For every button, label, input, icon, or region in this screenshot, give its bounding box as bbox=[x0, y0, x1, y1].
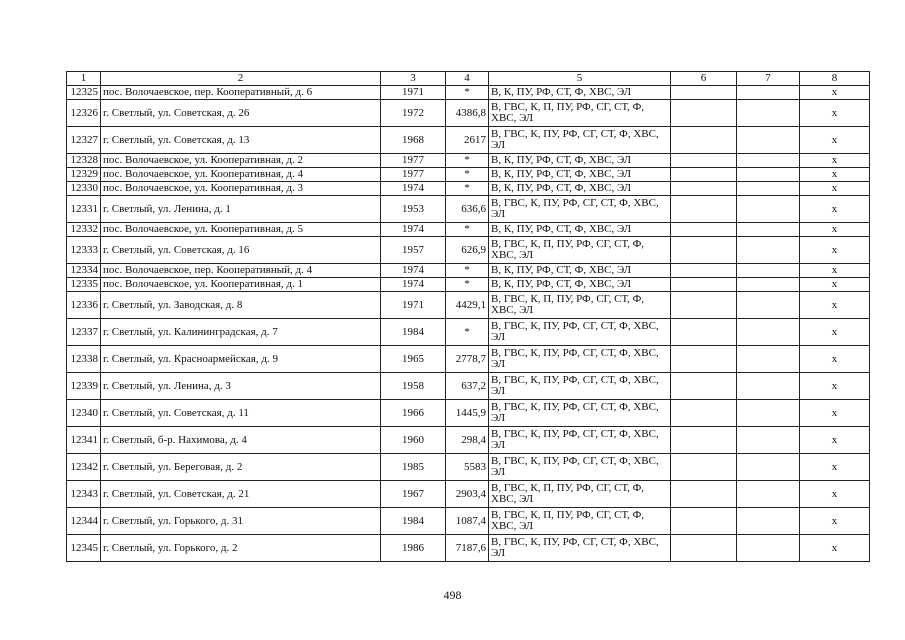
record-number-cell: 12342 bbox=[67, 454, 101, 481]
address-cell: пос. Волочаевское, пер. Кооперативный, д. 6 bbox=[101, 86, 381, 100]
table-row bbox=[67, 278, 870, 292]
column-header: 4 bbox=[446, 72, 489, 86]
table-row bbox=[67, 427, 870, 454]
address-cell: пос. Волочаевское, ул. Кооперативная, д. 5 bbox=[101, 223, 381, 237]
column-number-header-row bbox=[67, 72, 870, 86]
record-number-cell: 12338 bbox=[67, 346, 101, 373]
record-number-cell: 12331 bbox=[67, 196, 101, 223]
column-6-cell bbox=[671, 154, 737, 168]
column-6-cell bbox=[671, 278, 737, 292]
area-cell: 1445,9 bbox=[446, 400, 489, 427]
year-built-cell: 1984 bbox=[381, 319, 446, 346]
year-built-cell: 1957 bbox=[381, 237, 446, 264]
address-cell: г. Светлый, ул. Советская, д. 26 bbox=[101, 100, 381, 127]
column-8-cell: x bbox=[800, 264, 870, 278]
table-row bbox=[67, 86, 870, 100]
column-6-cell bbox=[671, 481, 737, 508]
column-6-cell bbox=[671, 373, 737, 400]
year-built-cell: 1974 bbox=[381, 264, 446, 278]
record-number-cell: 12329 bbox=[67, 168, 101, 182]
column-6-cell bbox=[671, 454, 737, 481]
year-built-cell: 1974 bbox=[381, 278, 446, 292]
column-7-cell bbox=[737, 454, 800, 481]
work-types-cell: В, ГВС, К, ПУ, РФ, СГ, СТ, Ф, ХВС, ЭЛ bbox=[489, 346, 671, 373]
column-6-cell bbox=[671, 127, 737, 154]
table-row bbox=[67, 400, 870, 427]
work-types-cell: В, К, ПУ, РФ, СТ, Ф, ХВС, ЭЛ bbox=[489, 223, 671, 237]
area-cell: 4429,1 bbox=[446, 292, 489, 319]
area-cell: 2778,7 bbox=[446, 346, 489, 373]
year-built-cell: 1986 bbox=[381, 535, 446, 562]
column-6-cell bbox=[671, 86, 737, 100]
column-8-cell: x bbox=[800, 292, 870, 319]
record-number-cell: 12330 bbox=[67, 182, 101, 196]
table-row bbox=[67, 319, 870, 346]
table-row bbox=[67, 292, 870, 319]
column-header: 1 bbox=[67, 72, 101, 86]
area-cell: 298,4 bbox=[446, 427, 489, 454]
column-8-cell: x bbox=[800, 237, 870, 264]
column-8-cell: x bbox=[800, 182, 870, 196]
record-number-cell: 12335 bbox=[67, 278, 101, 292]
year-built-cell: 1966 bbox=[381, 400, 446, 427]
area-cell: * bbox=[446, 264, 489, 278]
column-7-cell bbox=[737, 319, 800, 346]
address-cell: г. Светлый, ул. Ленина, д. 1 bbox=[101, 196, 381, 223]
year-built-cell: 1974 bbox=[381, 182, 446, 196]
column-8-cell: x bbox=[800, 400, 870, 427]
address-cell: г. Светлый, ул. Горького, д. 31 bbox=[101, 508, 381, 535]
work-types-cell: В, ГВС, К, П, ПУ, РФ, СГ, СТ, Ф, ХВС, ЭЛ bbox=[489, 481, 671, 508]
column-8-cell: x bbox=[800, 508, 870, 535]
work-types-cell: В, ГВС, К, ПУ, РФ, СГ, СТ, Ф, ХВС, ЭЛ bbox=[489, 196, 671, 223]
column-6-cell bbox=[671, 237, 737, 264]
year-built-cell: 1968 bbox=[381, 127, 446, 154]
year-built-cell: 1953 bbox=[381, 196, 446, 223]
record-number-cell: 12332 bbox=[67, 223, 101, 237]
work-types-cell: В, ГВС, К, П, ПУ, РФ, СГ, СТ, Ф, ХВС, ЭЛ bbox=[489, 100, 671, 127]
record-number-cell: 12344 bbox=[67, 508, 101, 535]
table-row bbox=[67, 237, 870, 264]
year-built-cell: 1960 bbox=[381, 427, 446, 454]
column-8-cell: x bbox=[800, 196, 870, 223]
table-row bbox=[67, 508, 870, 535]
table-row bbox=[67, 535, 870, 562]
column-8-cell: x bbox=[800, 319, 870, 346]
address-cell: г. Светлый, ул. Советская, д. 11 bbox=[101, 400, 381, 427]
column-6-cell bbox=[671, 196, 737, 223]
year-built-cell: 1972 bbox=[381, 100, 446, 127]
work-types-cell: В, К, ПУ, РФ, СТ, Ф, ХВС, ЭЛ bbox=[489, 264, 671, 278]
area-cell: 2617 bbox=[446, 127, 489, 154]
record-number-cell: 12328 bbox=[67, 154, 101, 168]
column-8-cell: x bbox=[800, 481, 870, 508]
work-types-cell: В, ГВС, К, П, ПУ, РФ, СГ, СТ, Ф, ХВС, ЭЛ bbox=[489, 292, 671, 319]
area-cell: 637,2 bbox=[446, 373, 489, 400]
record-number-cell: 12341 bbox=[67, 427, 101, 454]
table-row bbox=[67, 264, 870, 278]
work-types-cell: В, ГВС, К, ПУ, РФ, СГ, СТ, Ф, ХВС, ЭЛ bbox=[489, 427, 671, 454]
column-7-cell bbox=[737, 100, 800, 127]
column-8-cell: x bbox=[800, 535, 870, 562]
year-built-cell: 1971 bbox=[381, 86, 446, 100]
work-types-cell: В, ГВС, К, ПУ, РФ, СГ, СТ, Ф, ХВС, ЭЛ bbox=[489, 454, 671, 481]
column-7-cell bbox=[737, 278, 800, 292]
address-cell: пос. Волочаевское, ул. Кооперативная, д. 4 bbox=[101, 168, 381, 182]
address-cell: г. Светлый, ул. Горького, д. 2 bbox=[101, 535, 381, 562]
table-row bbox=[67, 168, 870, 182]
area-cell: 626,9 bbox=[446, 237, 489, 264]
address-cell: г. Светлый, ул. Береговая, д. 2 bbox=[101, 454, 381, 481]
column-8-cell: x bbox=[800, 86, 870, 100]
column-header: 3 bbox=[381, 72, 446, 86]
table-row bbox=[67, 100, 870, 127]
year-built-cell: 1984 bbox=[381, 508, 446, 535]
column-7-cell bbox=[737, 237, 800, 264]
column-8-cell: x bbox=[800, 154, 870, 168]
year-built-cell: 1974 bbox=[381, 223, 446, 237]
work-types-cell: В, К, ПУ, РФ, СТ, Ф, ХВС, ЭЛ bbox=[489, 154, 671, 168]
housing-register-table bbox=[66, 71, 870, 562]
column-7-cell bbox=[737, 264, 800, 278]
record-number-cell: 12326 bbox=[67, 100, 101, 127]
column-7-cell bbox=[737, 346, 800, 373]
address-cell: г. Светлый, ул. Советская, д. 21 bbox=[101, 481, 381, 508]
address-cell: г. Светлый, ул. Советская, д. 16 bbox=[101, 237, 381, 264]
year-built-cell: 1958 bbox=[381, 373, 446, 400]
column-header: 6 bbox=[671, 72, 737, 86]
address-cell: пос. Волочаевское, ул. Кооперативная, д. 1 bbox=[101, 278, 381, 292]
area-cell: * bbox=[446, 154, 489, 168]
address-cell: пос. Волочаевское, пер. Кооперативный, д. 4 bbox=[101, 264, 381, 278]
column-7-cell bbox=[737, 508, 800, 535]
column-7-cell bbox=[737, 400, 800, 427]
column-6-cell bbox=[671, 535, 737, 562]
column-8-cell: x bbox=[800, 278, 870, 292]
column-7-cell bbox=[737, 154, 800, 168]
table-row bbox=[67, 373, 870, 400]
column-8-cell: x bbox=[800, 454, 870, 481]
column-header: 7 bbox=[737, 72, 800, 86]
page-number: 498 bbox=[443, 588, 462, 602]
work-types-cell: В, К, ПУ, РФ, СТ, Ф, ХВС, ЭЛ bbox=[489, 278, 671, 292]
year-built-cell: 1965 bbox=[381, 346, 446, 373]
column-7-cell bbox=[737, 86, 800, 100]
column-6-cell bbox=[671, 168, 737, 182]
column-7-cell bbox=[737, 373, 800, 400]
column-6-cell bbox=[671, 182, 737, 196]
area-cell: * bbox=[446, 223, 489, 237]
column-7-cell bbox=[737, 427, 800, 454]
area-cell: 2903,4 bbox=[446, 481, 489, 508]
address-cell: пос. Волочаевское, ул. Кооперативная, д. 2 bbox=[101, 154, 381, 168]
table-row bbox=[67, 481, 870, 508]
address-cell: г. Светлый, ул. Красноармейская, д. 9 bbox=[101, 346, 381, 373]
work-types-cell: В, ГВС, К, ПУ, РФ, СГ, СТ, Ф, ХВС, ЭЛ bbox=[489, 535, 671, 562]
column-8-cell: x bbox=[800, 427, 870, 454]
address-cell: г. Светлый, ул. Заводская, д. 8 bbox=[101, 292, 381, 319]
area-cell: 636,6 bbox=[446, 196, 489, 223]
table-row bbox=[67, 127, 870, 154]
record-number-cell: 12337 bbox=[67, 319, 101, 346]
table-row bbox=[67, 196, 870, 223]
column-7-cell bbox=[737, 223, 800, 237]
year-built-cell: 1977 bbox=[381, 168, 446, 182]
work-types-cell: В, К, ПУ, РФ, СТ, Ф, ХВС, ЭЛ bbox=[489, 182, 671, 196]
area-cell: 4386,8 bbox=[446, 100, 489, 127]
area-cell: * bbox=[446, 278, 489, 292]
record-number-cell: 12333 bbox=[67, 237, 101, 264]
column-7-cell bbox=[737, 127, 800, 154]
record-number-cell: 12345 bbox=[67, 535, 101, 562]
column-7-cell bbox=[737, 168, 800, 182]
column-6-cell bbox=[671, 100, 737, 127]
column-6-cell bbox=[671, 427, 737, 454]
column-8-cell: x bbox=[800, 100, 870, 127]
column-7-cell bbox=[737, 535, 800, 562]
column-6-cell bbox=[671, 319, 737, 346]
table-row bbox=[67, 182, 870, 196]
address-cell: г. Светлый, ул. Калининградская, д. 7 bbox=[101, 319, 381, 346]
column-6-cell bbox=[671, 223, 737, 237]
column-8-cell: x bbox=[800, 223, 870, 237]
area-cell: * bbox=[446, 182, 489, 196]
column-6-cell bbox=[671, 400, 737, 427]
column-header: 8 bbox=[800, 72, 870, 86]
record-number-cell: 12340 bbox=[67, 400, 101, 427]
column-header: 5 bbox=[489, 72, 671, 86]
column-header: 2 bbox=[101, 72, 381, 86]
column-8-cell: x bbox=[800, 346, 870, 373]
work-types-cell: В, К, ПУ, РФ, СТ, Ф, ХВС, ЭЛ bbox=[489, 168, 671, 182]
column-7-cell bbox=[737, 292, 800, 319]
column-6-cell bbox=[671, 508, 737, 535]
work-types-cell: В, ГВС, К, ПУ, РФ, СГ, СТ, Ф, ХВС, ЭЛ bbox=[489, 373, 671, 400]
column-8-cell: x bbox=[800, 127, 870, 154]
work-types-cell: В, ГВС, К, ПУ, РФ, СГ, СТ, Ф, ХВС, ЭЛ bbox=[489, 319, 671, 346]
column-7-cell bbox=[737, 481, 800, 508]
area-cell: * bbox=[446, 86, 489, 100]
table-row bbox=[67, 454, 870, 481]
work-types-cell: В, ГВС, К, П, ПУ, РФ, СГ, СТ, Ф, ХВС, ЭЛ bbox=[489, 237, 671, 264]
work-types-cell: В, ГВС, К, П, ПУ, РФ, СГ, СТ, Ф, ХВС, ЭЛ bbox=[489, 508, 671, 535]
record-number-cell: 12325 bbox=[67, 86, 101, 100]
year-built-cell: 1985 bbox=[381, 454, 446, 481]
record-number-cell: 12336 bbox=[67, 292, 101, 319]
area-cell: * bbox=[446, 168, 489, 182]
address-cell: г. Светлый, ул. Ленина, д. 3 bbox=[101, 373, 381, 400]
table-row bbox=[67, 223, 870, 237]
year-built-cell: 1967 bbox=[381, 481, 446, 508]
area-cell: 1087,4 bbox=[446, 508, 489, 535]
address-cell: г. Светлый, б-р. Нахимова, д. 4 bbox=[101, 427, 381, 454]
year-built-cell: 1971 bbox=[381, 292, 446, 319]
record-number-cell: 12343 bbox=[67, 481, 101, 508]
area-cell: 7187,6 bbox=[446, 535, 489, 562]
work-types-cell: В, ГВС, К, ПУ, РФ, СГ, СТ, Ф, ХВС, ЭЛ bbox=[489, 400, 671, 427]
address-cell: г. Светлый, ул. Советская, д. 13 bbox=[101, 127, 381, 154]
column-7-cell bbox=[737, 182, 800, 196]
column-6-cell bbox=[671, 264, 737, 278]
table-row bbox=[67, 346, 870, 373]
column-7-cell bbox=[737, 196, 800, 223]
area-cell: 5583 bbox=[446, 454, 489, 481]
record-number-cell: 12339 bbox=[67, 373, 101, 400]
record-number-cell: 12334 bbox=[67, 264, 101, 278]
year-built-cell: 1977 bbox=[381, 154, 446, 168]
column-8-cell: x bbox=[800, 168, 870, 182]
column-6-cell bbox=[671, 292, 737, 319]
column-6-cell bbox=[671, 346, 737, 373]
table-row bbox=[67, 154, 870, 168]
record-number-cell: 12327 bbox=[67, 127, 101, 154]
column-8-cell: x bbox=[800, 373, 870, 400]
address-cell: пос. Волочаевское, ул. Кооперативная, д. 3 bbox=[101, 182, 381, 196]
work-types-cell: В, К, ПУ, РФ, СТ, Ф, ХВС, ЭЛ bbox=[489, 86, 671, 100]
work-types-cell: В, ГВС, К, ПУ, РФ, СГ, СТ, Ф, ХВС, ЭЛ bbox=[489, 127, 671, 154]
area-cell: * bbox=[446, 319, 489, 346]
